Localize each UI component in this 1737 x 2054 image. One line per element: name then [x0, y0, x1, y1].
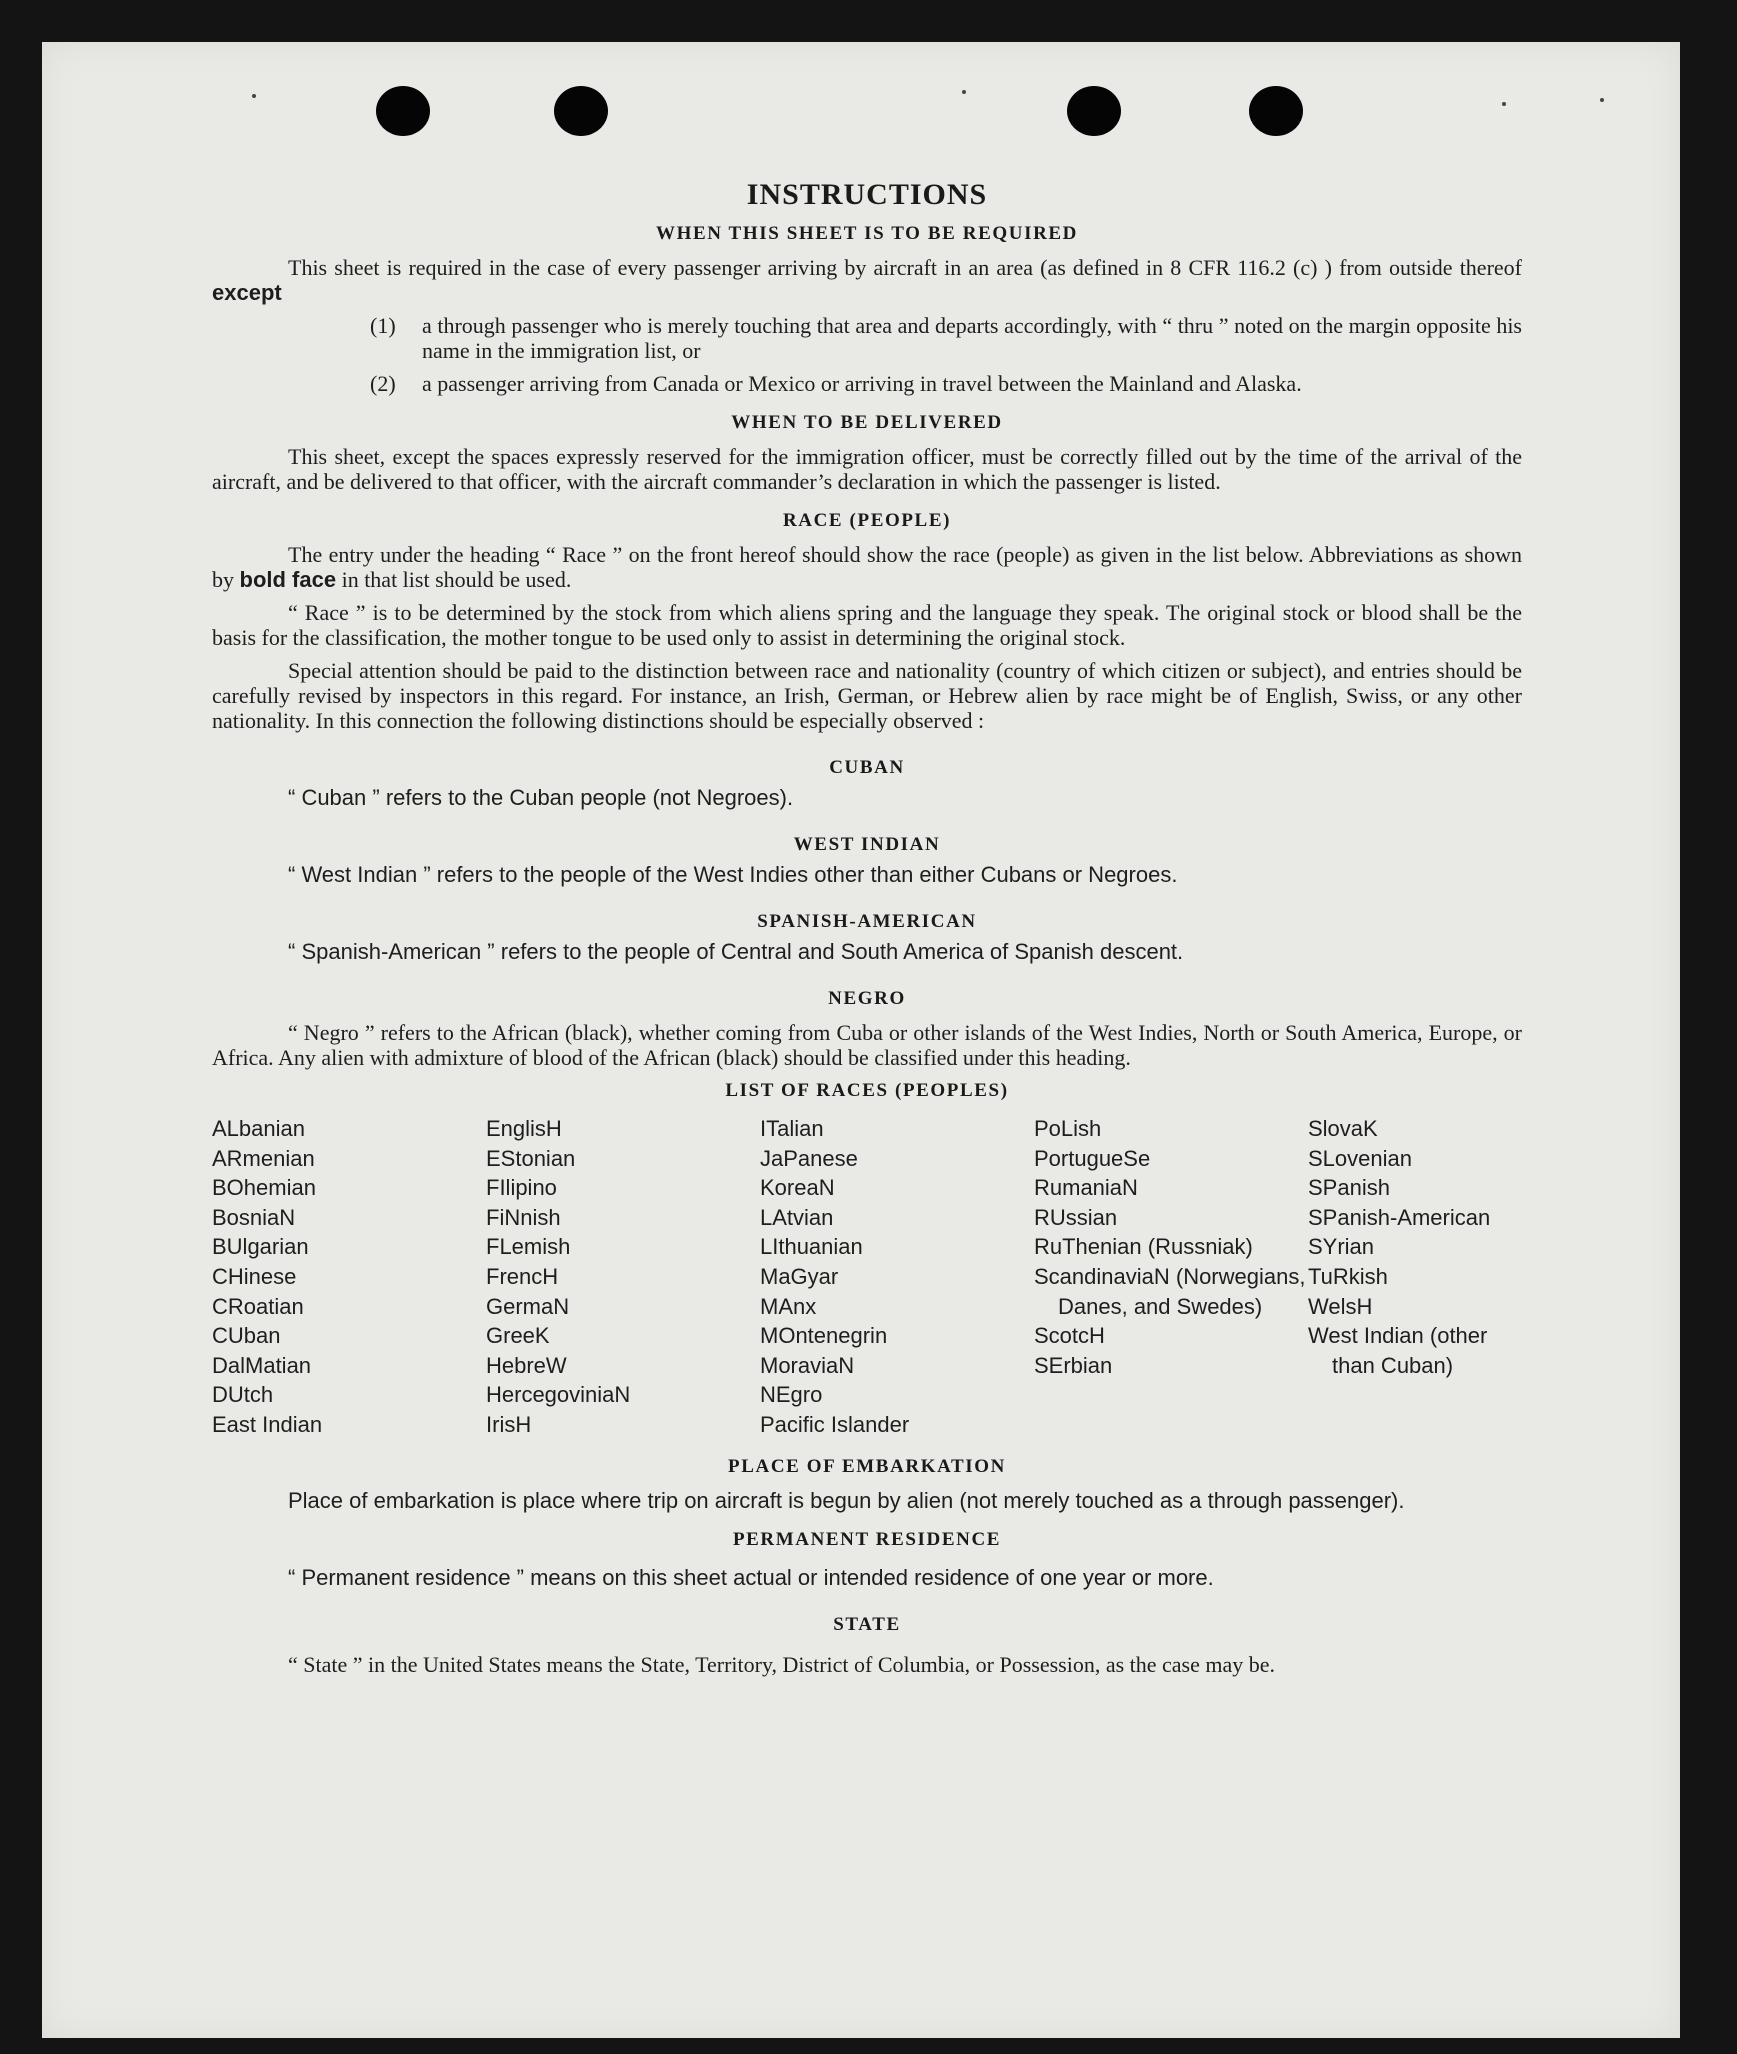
race-list-item: EnglisH [486, 1116, 562, 1141]
race-list-item: SYrian [1308, 1234, 1375, 1260]
race-list-item: GreeK [486, 1323, 550, 1349]
race-column [1308, 1114, 1522, 1440]
race-list-item: BosniaN [212, 1204, 296, 1230]
punch-hole [1249, 86, 1303, 136]
section-heading-state: STATE [833, 1613, 901, 1635]
section-heading-when-delivered: WHEN TO BE DELIVERED [731, 412, 1003, 433]
section-heading-race: RACE (PEOPLE) [782, 510, 952, 531]
race-list-item: FLemish [486, 1234, 571, 1260]
race-list-item: SPanish-American [1308, 1204, 1491, 1230]
race-list-item: BUlgarian [212, 1234, 309, 1260]
race-list-item: RuThenian (Russniak) [1034, 1234, 1253, 1260]
race-list-item: ITalian [760, 1116, 824, 1141]
section-heading-spanish-american: SPANISH-AMERICAN [757, 911, 977, 932]
permanent-residence-text: “ Permanent residence ” means on this sheet actual or intended residence of one year or more. [288, 1564, 1214, 1590]
race-list-item: East Indian [212, 1411, 323, 1437]
race-column [760, 1114, 1034, 1440]
race-list-item: ScandinaviaN (Norwegians, Danes, and Swedes) [1034, 1263, 1306, 1319]
race-list [212, 1114, 1522, 1440]
race-list-item: TuRkish [1308, 1263, 1388, 1289]
section-heading-cuban: CUBAN [829, 757, 905, 778]
race-list-item: EStonian [486, 1145, 576, 1171]
race-list-item: JaPanese [760, 1145, 858, 1171]
place-of-embarkation-text: Place of embarkation is place where trip on aircraft is begun by alien (not merely touched as a through passenger). [288, 1487, 1405, 1513]
race-list-item: SLovenian [1308, 1145, 1412, 1171]
punch-hole [554, 86, 608, 136]
race-column [212, 1114, 486, 1440]
race-list-item: GermaN [486, 1293, 570, 1319]
race-list-item: ScotcH [1034, 1323, 1105, 1349]
race-column [1034, 1114, 1308, 1440]
race-list-item: LAtvian [760, 1204, 834, 1230]
race-list-item: FiNnish [486, 1204, 561, 1230]
race-list-item: PortugueSe [1034, 1145, 1151, 1171]
when-required-intro: This sheet is required in the case of every passenger arriving by aircraft in an area (as defined in 8 CFR 116.2 (c) ) from outside thereof except [212, 255, 1522, 305]
race-list-item: BOhemian [212, 1175, 316, 1201]
cuban-definition: “ Cuban ” refers to the Cuban people (not Negroes). [288, 785, 794, 810]
race-list-item: SPanish [1308, 1175, 1390, 1201]
race-list-item: NEgro [760, 1382, 823, 1408]
race-list-item: HebreW [486, 1352, 567, 1378]
exception-item: (1) a through passenger who is merely touching that area and departs accordingly, with “ thru ” noted on the margin opposite his name in the immigration list, or [370, 313, 1522, 363]
race-list-item: FIlipino [486, 1175, 557, 1201]
document-sheet [42, 42, 1680, 2038]
race-list-item: ARmenian [212, 1145, 315, 1171]
race-list-item: CHinese [212, 1263, 297, 1289]
race-list-item: Pacific Islander [760, 1411, 910, 1437]
race-list-item: SlovaK [1308, 1116, 1378, 1141]
race-list-item: KoreaN [760, 1175, 835, 1201]
speck [252, 94, 256, 98]
race-list-item: LIthuanian [760, 1234, 863, 1260]
race-paragraph-3: Special attention should be paid to the distinction between race and nationality (country of which citizen or subject), and entries should be carefully revised by inspectors in this regard. For instance, an Irish, German, or Hebrew alien by race might be of English, Swiss, or any other nationality. In this connection the following distinctions should be especially observed : [212, 658, 1522, 733]
punch-hole [376, 86, 430, 136]
race-list-item: PoLish [1034, 1116, 1102, 1141]
page-title: INSTRUCTIONS [746, 178, 988, 211]
west-indian-definition: “ West Indian ” refers to the people of the West Indies other than either Cubans or Negroes. [288, 862, 1178, 887]
race-paragraph-2: “ Race ” is to be determined by the stock from which aliens spring and the language they speak. The original stock or blood shall be the basis for the classification, the mother tongue to be used only to assist in determining the original stock. [212, 600, 1522, 650]
speck [962, 90, 966, 94]
race-list-item: IrisH [486, 1411, 532, 1437]
race-list-item: DalMatian [212, 1352, 312, 1378]
race-list-item: MOntenegrin [760, 1323, 888, 1349]
race-list-item: RUssian [1034, 1204, 1118, 1230]
negro-definition: “ Negro ” refers to the African (black), whether coming from Cuba or other islands of the West Indies, North or South America, Europe, or Africa. Any alien with admixture of blood of the African (black) should be classified under this heading. [212, 1020, 1522, 1070]
race-list-item: CRoatian [212, 1293, 304, 1319]
race-list-item: DUtch [212, 1382, 274, 1408]
race-list-item: CUban [212, 1323, 281, 1349]
race-list-item: West Indian (other than Cuban) [1308, 1323, 1488, 1378]
exception-item: (2) a passenger arriving from Canada or Mexico or arriving in travel between the Mainland and Alaska. [370, 371, 1302, 396]
section-heading-negro: NEGRO [828, 988, 906, 1009]
section-heading-when-required: WHEN THIS SHEET IS TO BE REQUIRED [655, 223, 1079, 244]
punch-hole [1067, 86, 1121, 136]
instructions-content [212, 177, 1522, 1677]
state-definition: “ State ” in the United States means the State, Territory, District of Columbia, or Possession, as the case may be. [288, 1651, 1276, 1677]
when-delivered-text: This sheet, except the spaces expressly reserved for the immigration officer, must be correctly filled out by the time of the arrival of the aircraft, and be delivered to that officer, with the aircraft commander’s declaration in which the passenger is listed. [212, 444, 1522, 494]
race-list-item: ALbanian [212, 1116, 305, 1141]
speck [1502, 102, 1506, 106]
race-list-item: FrencH [486, 1263, 559, 1289]
race-list-item: WelsH [1308, 1293, 1373, 1319]
race-list-item: MAnx [760, 1293, 817, 1319]
section-heading-list-of-races: LIST OF RACES (PEOPLES) [725, 1080, 1009, 1101]
section-heading-west-indian: WEST INDIAN [793, 834, 941, 855]
spanish-american-definition: “ Spanish-American ” refers to the people of Central and South America of Spanish descent. [288, 939, 1184, 964]
race-list-item: HercegoviniaN [486, 1382, 631, 1408]
race-list-item: RumaniaN [1034, 1175, 1138, 1201]
section-heading-permanent-residence: PERMANENT RESIDENCE [732, 1528, 1002, 1550]
race-list-item: MoraviaN [760, 1352, 855, 1378]
race-column [486, 1114, 760, 1440]
section-heading-place-of-embarkation: PLACE OF EMBARKATION [728, 1455, 1006, 1477]
race-list-item: SErbian [1034, 1352, 1113, 1378]
race-paragraph-1: The entry under the heading “ Race ” on the front hereof should show the race (people) as given in the list below. Abbreviations as shown by bold face in that list should be used. [212, 542, 1522, 592]
race-list-item: MaGyar [760, 1263, 839, 1289]
speck [1600, 98, 1604, 102]
